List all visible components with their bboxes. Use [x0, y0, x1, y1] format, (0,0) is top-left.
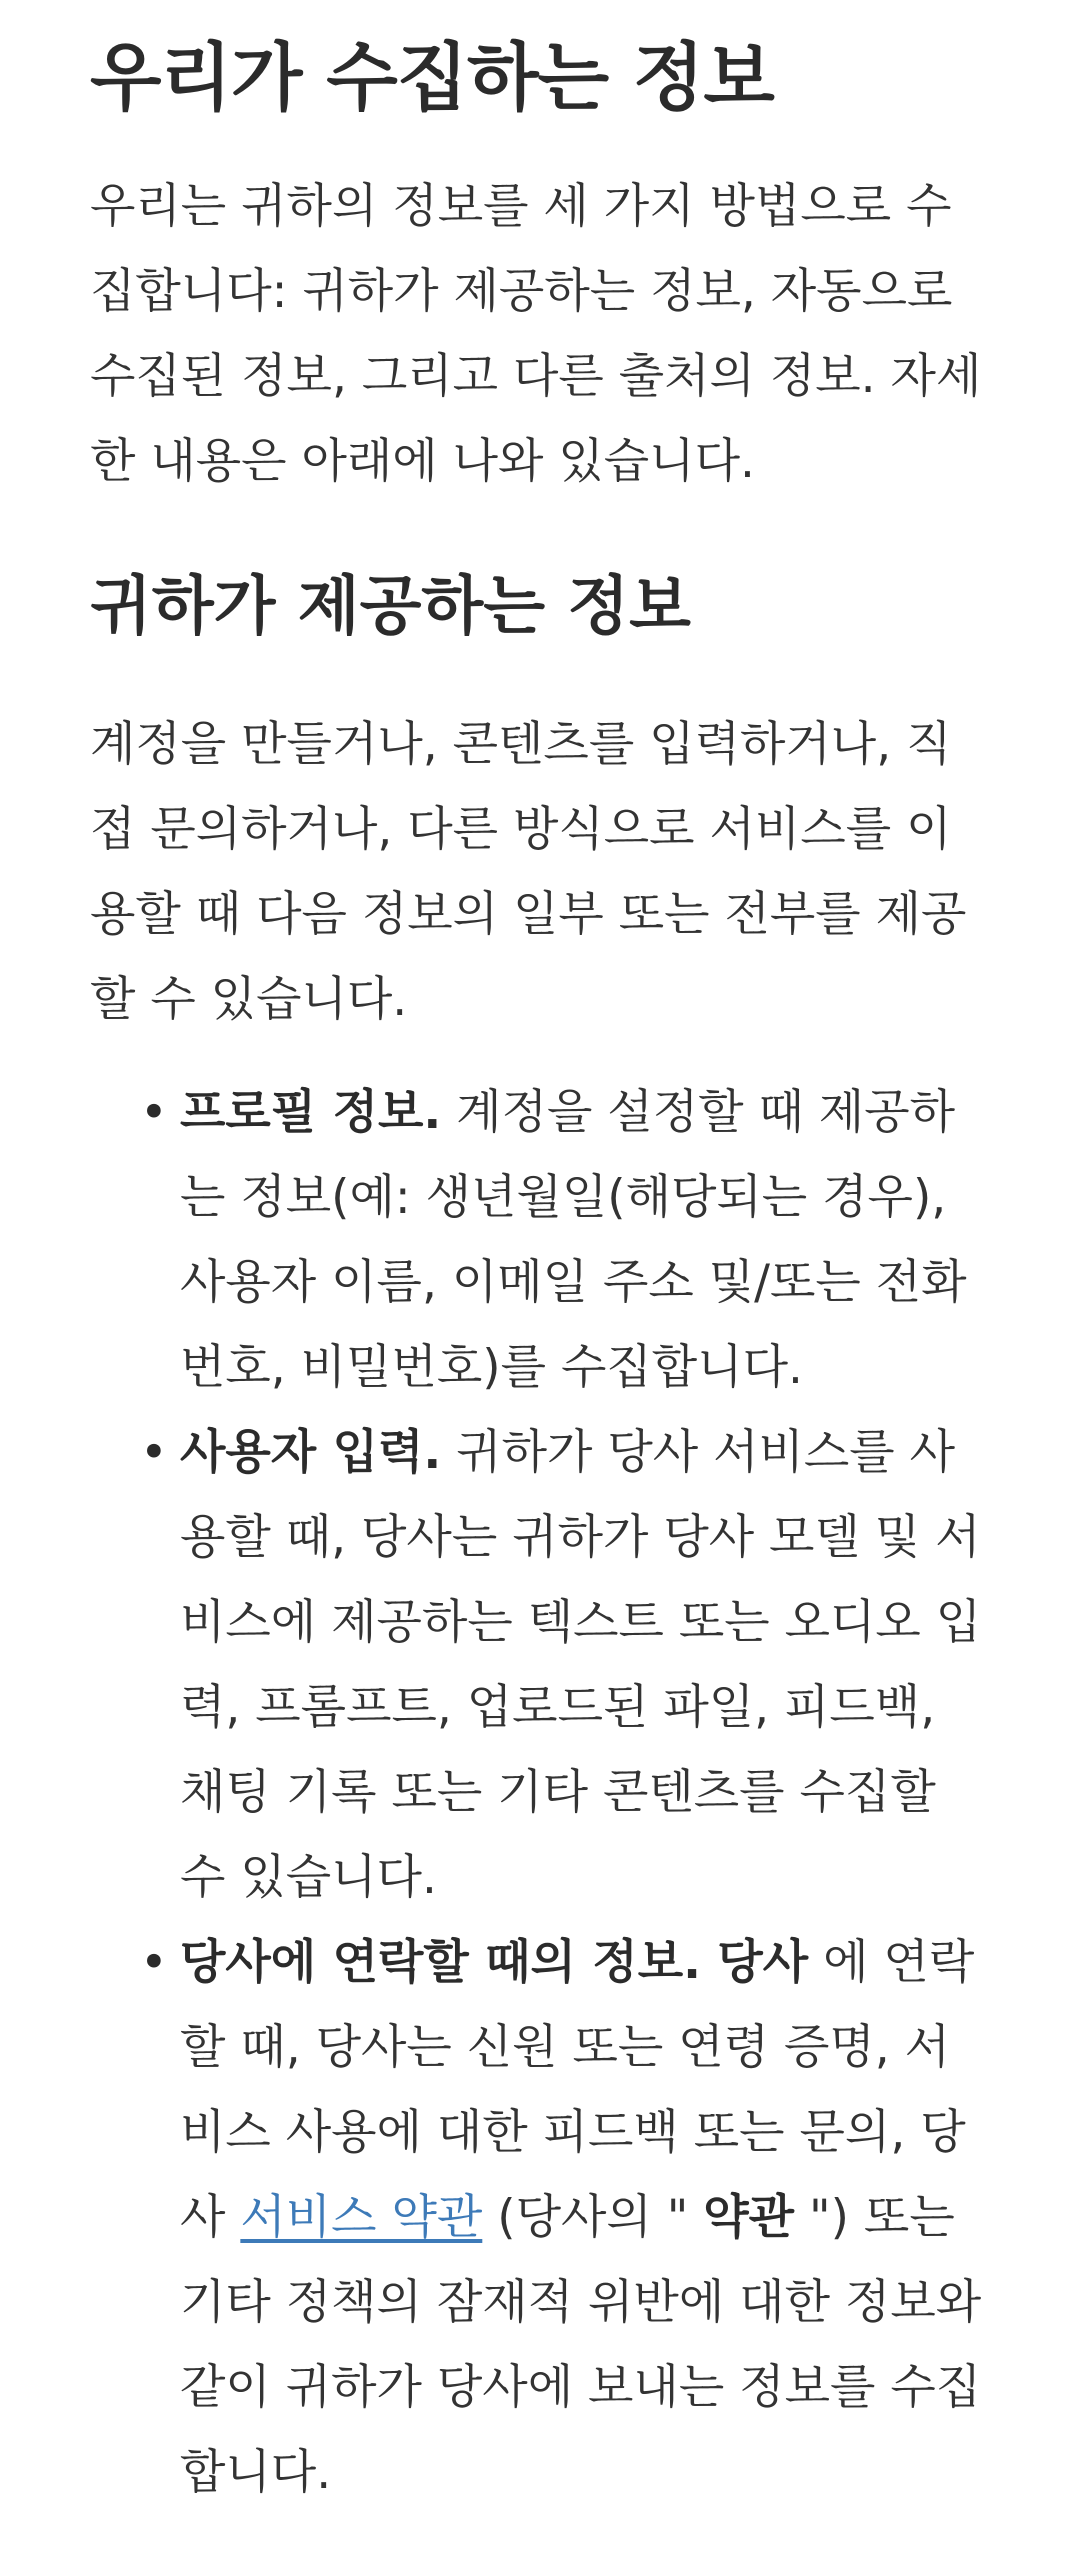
list-item-title: 사용자 입력. [180, 1425, 442, 1480]
list-item-contact [90, 1920, 990, 2515]
list-item-user-input [90, 1410, 990, 1920]
bullet-icon: • [140, 1935, 168, 1990]
collection-intro-paragraph: 우리는 귀하의 정보를 세 가지 방법으로 수집합니다: 귀하가 제공하는 정보, 자동으로 수집된 정보, 그리고 다른 출처의 정보. 자세한 내용은 아래에 나와 있습니다. [90, 179, 982, 489]
list-item-profile [90, 1070, 990, 1410]
list-item-text: 계정을 설정할 때 제공하는 정보(예: 생년월일(해당되는 경우), 사용자 이름, 이메일 주소 및/또는 전화번호, 비밀번호)를 수집합니다. [180, 1085, 967, 1395]
provided-info-list [90, 1070, 990, 2515]
list-item-title: 프로필 정보. [180, 1085, 442, 1140]
provided-info-paragraph: 계정을 만들거나, 콘텐츠를 입력하거나, 직접 문의하거나, 다른 방식으로 서비스를 이용할 때 다음 정보의 일부 또는 전부를 제공할 수 있습니다. [90, 717, 967, 1027]
bullet-icon: • [140, 1085, 168, 1140]
terms-of-service-link[interactable]: 서비스 약관 [240, 2190, 483, 2245]
list-item-text: 귀하가 당사 서비스를 사용할 때, 당사는 귀하가 당사 모델 및 서비스에 제공하는 텍스트 또는 오디오 입력, 프롬프트, 업로드된 파일, 피드백, 채팅 기록 또는 기타 콘텐츠를 수집할 수 있습니다. [180, 1425, 982, 1905]
list-item-text: ") 또는 기타 정책의 잠재적 위반에 대한 정보와 같이 귀하가 당사에 보내는 정보를 수집합니다. [180, 2190, 982, 2500]
list-item-text: (당사의 " [482, 2190, 704, 2245]
terms-term: 약관 [703, 2190, 795, 2245]
list-item-title: 당사에 연락할 때의 정보. 당사 [180, 1935, 809, 1990]
list-item-text: 에 연락할 때, 당사는 신원 또는 연령 증명, 서비스 사용에 대한 피드백 또는 문의, 당사 [180, 1935, 975, 2245]
page-title: 우리가 수집하는 정보 [90, 35, 774, 121]
bullet-icon: • [140, 1425, 168, 1480]
provided-info-heading: 귀하가 제공하는 정보 [90, 570, 691, 644]
